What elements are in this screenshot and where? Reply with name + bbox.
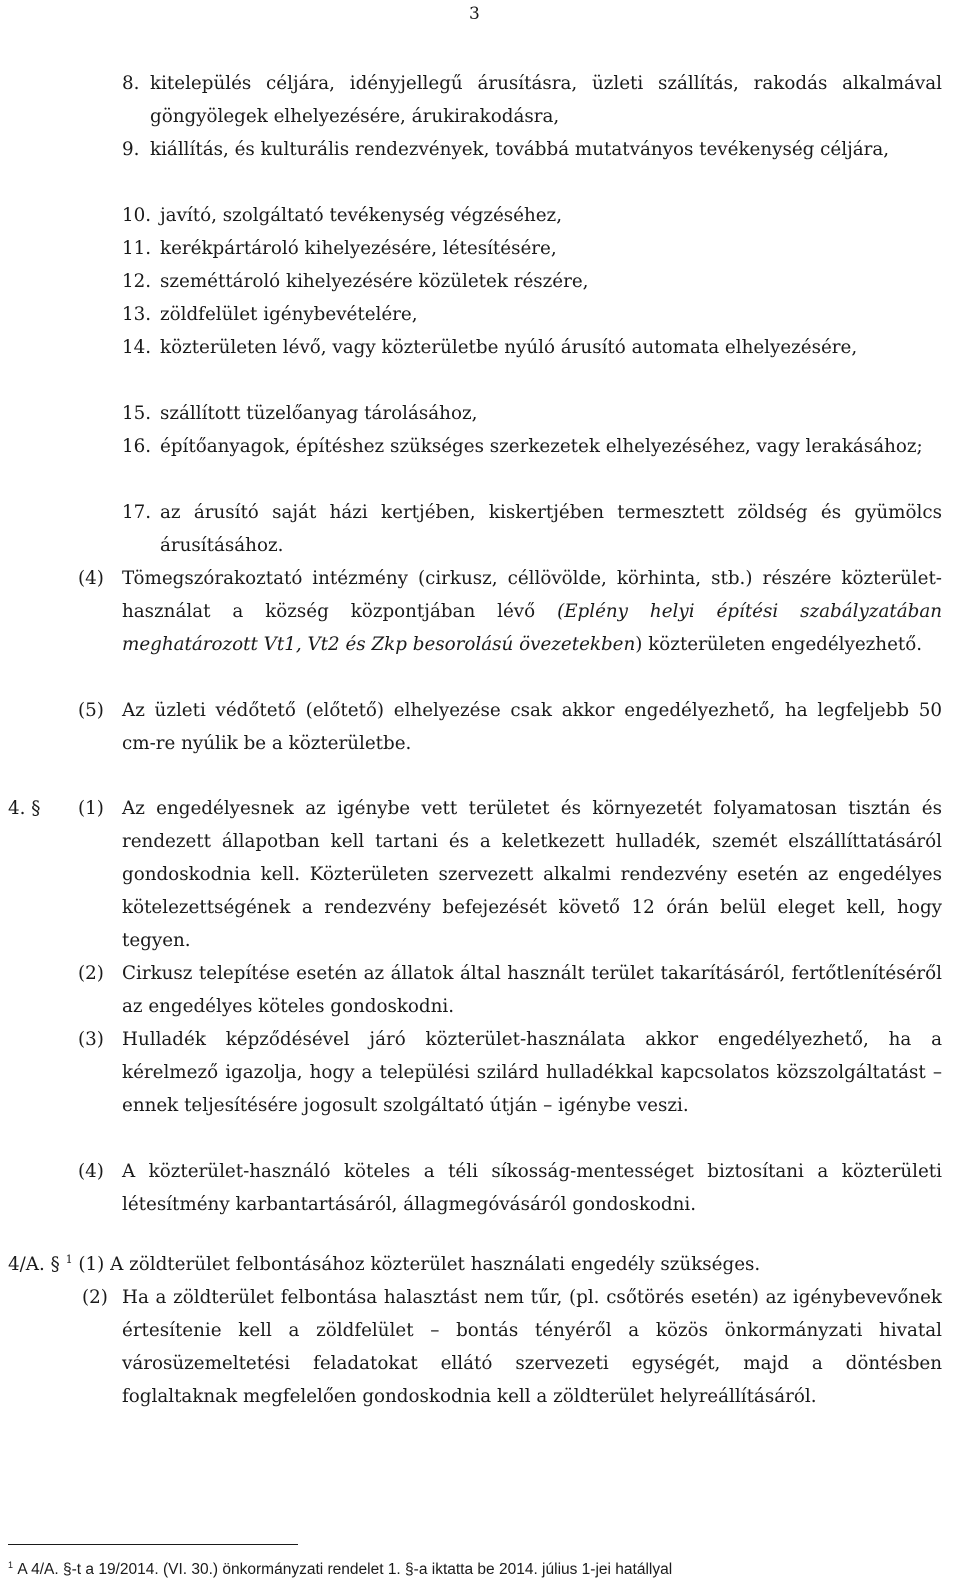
- paragraph-number: (1): [78, 798, 104, 819]
- list-item-number: 14.: [122, 337, 152, 358]
- paragraph-number: (4): [78, 568, 104, 589]
- paragraph-number: (1): [78, 1254, 105, 1275]
- list-item-10: [122, 199, 942, 232]
- list-item-text: kitelepülés céljára, idényjellegű árusításra, üzleti szállítás, rakodás alkalmával göngyölegek elhelyezésére, árukirakodásra,: [150, 73, 942, 127]
- paragraph-4-2: [78, 957, 942, 1023]
- paragraph-number: (3): [78, 1029, 104, 1050]
- list-item-17: [122, 496, 942, 562]
- list-item-number: 15.: [122, 403, 152, 424]
- list-item-number: 9.: [122, 139, 140, 160]
- paragraph-text: A közterület-használó köteles a téli síkosság-mentességet biztosítani a közterületi létesítmény karbantartásáról, állagmegóvásáról gondoskodni.: [122, 1161, 942, 1215]
- paragraph-text: [78, 562, 942, 661]
- paragraph-text: Az üzleti védőtető (előtető) elhelyezése csak akkor engedélyezhető, ha legfeljebb 50 cm-re nyúlik be a közterületbe.: [122, 700, 942, 754]
- paragraph-number: (4): [78, 1161, 104, 1182]
- paragraph-text: Hulladék képződésével járó közterület-használata akkor engedélyezhető, ha a kérelmező igazolja, hogy a települési szilárd hulladékkal kapcsolatos közszolgáltatást – ennek teljesítésére jogosult szolgáltató útján – igénybe veszi.: [122, 1029, 942, 1116]
- list-item-number: 11.: [122, 238, 152, 259]
- section-label: 4.: [8, 798, 26, 819]
- footnote-number: 1: [8, 1559, 14, 1570]
- list-item-number: 8.: [122, 73, 140, 94]
- list-item-13: [122, 298, 942, 331]
- paragraph-4a-2: [82, 1281, 942, 1413]
- list-item-text: kiállítás, és kulturális rendezvények, továbbá mutatványos tevékenység céljára,: [150, 139, 890, 160]
- list-item-11: [122, 232, 942, 265]
- list-item-14: [122, 331, 942, 364]
- list-item-text: szeméttároló kihelyezésére közületek részére,: [160, 271, 589, 292]
- paragraph-3-5: [78, 694, 942, 760]
- list-item-9: [122, 133, 942, 166]
- section-label: 4/A.: [8, 1254, 45, 1275]
- italic-zoning-reference: (Eplény helyi építési szabályzatában meghatározott Vt1, Vt2 és Zkp besorolású övezetekben: [122, 601, 942, 655]
- footnote-text: A 4/A. §-t a 19/2014. (VI. 30.) önkormányzati rendelet 1. §-a iktatta be 2014. július 1-jei hatállyal: [17, 1561, 673, 1578]
- list-item-text: szállított tüzelőanyag tárolásához,: [160, 403, 478, 424]
- list-item-12: [122, 265, 942, 298]
- list-item-text: az árusító saját házi kertjében, kiskertjében termesztett zöldség és gyümölcs árusításához.: [160, 502, 942, 556]
- paragraph-text: Ha a zöldterület felbontása halasztást nem tűr, (pl. csőtörés esetén) az igénybevevőnek értesítenie kell a zöldfelület – bontás tényéről a közös önkormányzati hivatal városüzemeltetési feladatokat ellátó szervezeti egységét, majd a döntésben foglaltaknak megfelelően gondoskodnia kell a zöldterület helyreállításáról.: [122, 1287, 942, 1407]
- paragraph-text: Cirkusz telepítése esetén az állatok által használt terület takarításáról, fertőtlenítéséről az engedélyes köteles gondoskodni.: [122, 963, 942, 1017]
- paragraph-number: (2): [78, 963, 104, 984]
- paragraph-text: Az engedélyesnek az igénybe vett területet és környezetét folyamatosan tisztán és rendezett állapotban kell tartani és a keletkezett hulladék, szemét elszállíttatásáról gondoskodnia kell. Közterületen szervezett alkalmi rendezvény esetén az engedélyes kötelezettségének a rendezvény befejezését követő 12 órán belül eleget kell, hogy tegyen.: [122, 798, 942, 951]
- list-item-15: [122, 397, 942, 430]
- list-item-number: 16.: [122, 436, 152, 457]
- list-item-number: 13.: [122, 304, 152, 325]
- paragraph-3-4: [78, 562, 942, 661]
- list-item-16: [122, 430, 942, 463]
- list-item-text: zöldfelület igénybevételére,: [160, 304, 418, 325]
- list-item-text: közterületen lévő, vagy közterületbe nyúló árusító automata elhelyezésére,: [160, 337, 858, 358]
- list-item-text: kerékpártároló kihelyezésére, létesítésére,: [160, 238, 557, 259]
- paragraph-text-part: Tömegszórakoztató intézmény (cirkusz, céllövölde, körhinta, stb.) részére közterület-használat a község központjában lévő: [122, 568, 942, 622]
- paragraph-text: A zöldterület felbontásához közterület használati engedély szükséges.: [110, 1254, 761, 1275]
- footnote: [8, 1560, 948, 1580]
- section-mark: §: [50, 1254, 60, 1275]
- paragraph-4-3: [78, 1023, 942, 1122]
- footnote-reference: 1: [65, 1252, 73, 1266]
- paragraph-number: (5): [78, 700, 104, 721]
- list-item-number: 10.: [122, 205, 152, 226]
- list-item-text: javító, szolgáltató tevékenység végzéséhez,: [160, 205, 563, 226]
- section-mark: §: [31, 798, 41, 819]
- section-4-heading: [8, 792, 40, 825]
- paragraph-4-1: [78, 792, 942, 957]
- section-4a-first-line: [8, 1248, 942, 1281]
- list-item-number: 12.: [122, 271, 152, 292]
- paragraph-number: (2): [82, 1287, 108, 1308]
- list-item-number: 17.: [122, 502, 152, 523]
- list-item-8: [122, 67, 942, 133]
- footnote-separator: [8, 1544, 298, 1545]
- paragraph-4-4: [78, 1155, 942, 1221]
- page-number: 3: [469, 4, 480, 24]
- paragraph-text-part: ) közterületen engedélyezhető.: [635, 634, 923, 655]
- list-item-text: építőanyagok, építéshez szükséges szerkezetek elhelyezéséhez, vagy lerakásához;: [160, 436, 923, 457]
